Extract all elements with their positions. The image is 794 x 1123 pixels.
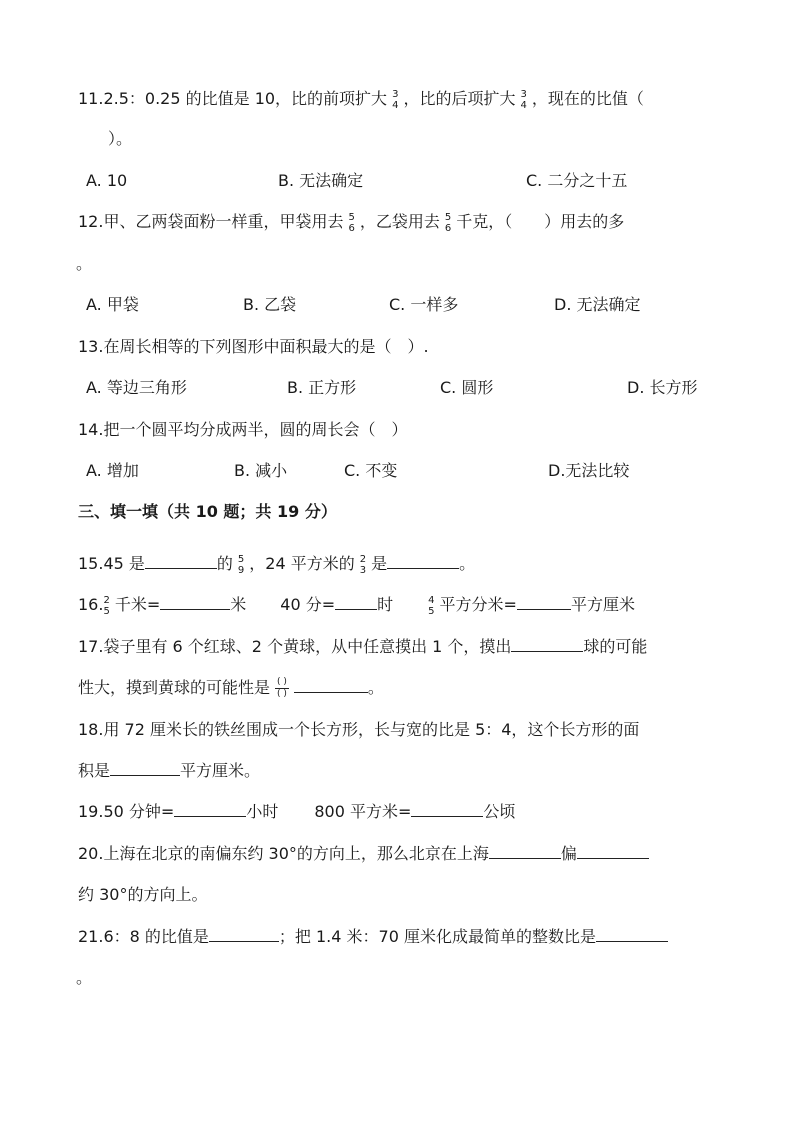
q14-option-b[interactable]: B. 减小	[234, 461, 288, 480]
q12-text-3: 千克，（ ）用去的多	[456, 212, 625, 231]
fraction: 4 5	[428, 594, 435, 617]
fraction: $\frac{( )}{( )}$	[277, 677, 287, 699]
q11-text-1: 11.2.5：0.25 的比值是 10，比的前项扩大	[78, 89, 388, 108]
question-18-line-2: 积是 平方厘米。	[78, 761, 261, 780]
question-20-line-2: 约 30°的方向上。	[78, 885, 208, 904]
answer-blank[interactable]	[294, 677, 368, 693]
answer-blank[interactable]	[110, 760, 180, 776]
question-12-line-2: 。	[76, 254, 93, 273]
q14-option-d[interactable]: D.无法比较	[548, 461, 630, 480]
q11-text-3: ，现在的比值（	[531, 89, 644, 108]
answer-blank[interactable]	[596, 926, 668, 942]
question-21: 21.6：8 的比值是 ；把 1.4 米：70 厘米化成最简单的整数比是	[78, 926, 668, 948]
q13-option-d[interactable]: D. 长方形	[627, 378, 698, 397]
q11-option-b[interactable]: B. 无法确定	[278, 171, 364, 190]
answer-blank[interactable]	[577, 843, 649, 859]
fraction: 2 5	[103, 594, 110, 617]
question-16: 16. 2 5 千米= 米 40 分= 时 4 5 平方分米= 平方厘米	[78, 594, 635, 617]
q13-option-c[interactable]: C. 圆形	[440, 378, 494, 397]
q12-option-b[interactable]: B. 乙袋	[243, 295, 297, 314]
answer-blank[interactable]	[209, 926, 279, 942]
answer-blank[interactable]	[160, 594, 230, 610]
answer-blank[interactable]	[145, 553, 217, 569]
question-17: 17.袋子里有 6 个红球、2 个黄球，从中任意摸出 1 个，摸出 球的可能	[78, 637, 648, 656]
question-12	[78, 211, 624, 234]
q13-option-a[interactable]: A. 等边三角形	[86, 378, 187, 397]
q12-option-d[interactable]: D. 无法确定	[554, 295, 641, 314]
question-13: 13.在周长相等的下列图形中面积最大的是（ ）.	[78, 337, 429, 356]
answer-blank[interactable]	[511, 636, 583, 652]
answer-blank[interactable]	[174, 801, 246, 817]
q11-option-a[interactable]: A. 10	[86, 171, 128, 190]
answer-blank[interactable]	[335, 594, 377, 610]
fraction: 5 6	[444, 211, 452, 234]
fraction: 3 4	[392, 88, 399, 111]
fraction: 5 6	[348, 211, 355, 234]
question-11-line-2: ）。	[108, 129, 133, 148]
question-19: 19.50 分钟= 小时 800 平方米= 公顷	[78, 802, 516, 821]
q12-option-a[interactable]: A. 甲袋	[86, 295, 139, 314]
answer-blank[interactable]	[489, 843, 561, 859]
fraction: 3 4	[520, 88, 527, 111]
answer-blank[interactable]	[517, 594, 571, 610]
q11-text-2: ，比的后项扩大	[403, 89, 516, 108]
question-20: 20.上海在北京的南偏东约 30°的方向上，那么北京在上海 偏	[78, 843, 649, 865]
q12-option-c[interactable]: C. 一样多	[389, 295, 459, 314]
q14-option-a[interactable]: A. 增加	[86, 461, 139, 480]
question-14: 14.把一个圆平均分成两半，圆的周长会（ ）	[78, 420, 408, 439]
question-18: 18.用 72 厘米长的铁丝围成一个长方形，长与宽的比是 5：4，这个长方形的面	[78, 720, 640, 739]
q14-option-c[interactable]: C. 不变	[344, 461, 398, 480]
answer-blank[interactable]	[411, 801, 483, 817]
q12-text-2: ，乙袋用去	[359, 212, 440, 231]
question-15: 15.45 是 的 5 9 ，24 平方米的 2 3 是 。	[78, 553, 476, 576]
fraction: 2 3	[359, 553, 367, 576]
q12-text-1: 12.甲、乙两袋面粉一样重，甲袋用去	[78, 212, 344, 231]
question-21-line-2: 。	[76, 968, 93, 987]
question-11	[78, 88, 644, 111]
answer-blank[interactable]	[387, 553, 459, 569]
question-17-line-2: 性大，摸到黄球的可能性是 $\frac{( )}{( )}$ 。	[78, 677, 384, 699]
fraction: 5 9	[237, 553, 245, 576]
q11-option-c[interactable]: C. 二分之十五	[526, 171, 628, 190]
q13-option-b[interactable]: B. 正方形	[287, 378, 357, 397]
section-title: 三、填一填（共 10 题；共 19 分）	[78, 502, 337, 521]
